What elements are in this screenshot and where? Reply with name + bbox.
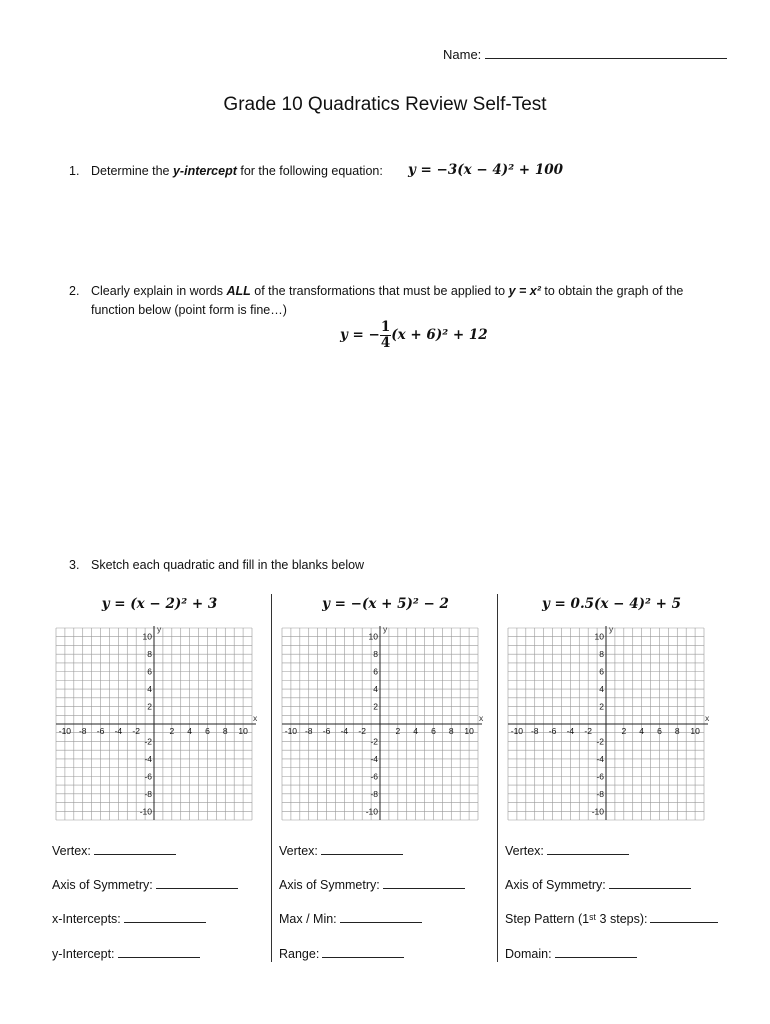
x-tick-label: -10 [284,726,298,736]
y-tick-label: 4 [599,684,604,695]
blank-underline[interactable] [547,842,629,855]
blank-step-pattern [505,910,718,926]
question-2-text-b: of the transformations that must be applied to [250,284,509,298]
blank-vertex [52,842,176,858]
y-tick-label: 10 [142,631,152,642]
x-tick-label: -6 [96,726,105,736]
x-tick-label: -10 [510,726,524,736]
x-tick-label: -2 [132,726,140,736]
blank-label: Vertex: [505,844,544,858]
x-tick-label: 8 [222,726,228,736]
y-tick-label: -8 [370,788,378,799]
y-tick-label: -10 [591,806,604,817]
blank-axis-of-symmetry [279,876,465,892]
y-tick-label: -6 [370,771,378,782]
x-axis-label: x [705,713,710,723]
blank-underline[interactable] [340,910,422,923]
y-tick-label: -4 [596,753,604,764]
graph-grid-2[interactable] [278,624,486,824]
x-tick-label: 10 [690,726,700,736]
x-tick-label: 4 [187,726,193,736]
y-tick-label: 8 [373,649,378,660]
x-tick-label: 2 [169,726,175,736]
y-tick-label: 10 [594,631,604,642]
y-tick-label: 6 [373,666,378,677]
question-2-text-c: to obtain the graph of the [540,284,684,298]
graph-grid-3[interactable] [504,624,712,824]
y-tick-label: -2 [370,736,378,747]
question-1-text-after: for the following equation: [236,164,383,178]
x-tick-label: -6 [322,726,331,736]
question-2-emphasis: ALL [226,284,251,298]
y-tick-label: 4 [147,684,152,695]
y-tick-label: 8 [599,649,604,660]
blank-label: x-Intercepts: [52,912,121,926]
y-axis-label: y [383,624,388,634]
blank-underline[interactable] [94,842,176,855]
x-tick-label: 4 [639,726,645,736]
blank-underline[interactable] [156,876,238,889]
blank-axis-of-symmetry [52,876,238,892]
blank-x-intercepts [52,910,206,926]
x-tick-label: -10 [58,726,72,736]
name-label: Name: [443,47,482,62]
question-3-text: Sketch each quadratic and fill in the blanks below [91,558,365,572]
y-tick-label: -2 [144,736,152,747]
x-tick-label: 6 [657,726,662,736]
x-tick-label: 4 [413,726,419,736]
column-divider-1 [271,594,272,962]
y-tick-label: -6 [596,771,604,782]
x-tick-label: 6 [205,726,210,736]
blank-underline[interactable] [650,910,718,923]
blank-underline[interactable] [383,876,465,889]
y-tick-label: 10 [368,631,378,642]
blank-label: Vertex: [52,844,91,858]
x-tick-label: -2 [358,726,366,736]
blank-label: Range: [279,947,320,961]
y-tick-label: -8 [596,788,604,799]
y-tick-label: 4 [373,684,378,695]
blank-label: Axis of Symmetry: [505,878,606,892]
blank-label: Axis of Symmetry: [279,878,380,892]
x-tick-label: -4 [114,726,123,736]
blank-vertex [505,842,629,858]
question-1-number: 1. [69,164,80,178]
x-tick-label: 8 [448,726,454,736]
x-tick-label: 10 [238,726,248,736]
question-2-number: 2. [69,284,80,298]
x-tick-label: -8 [530,726,539,736]
graph-grid-1[interactable] [52,624,260,824]
x-axis-label: x [479,713,484,723]
y-tick-label: -2 [596,736,604,747]
y-tick-label: -4 [370,753,378,764]
x-tick-label: -8 [78,726,87,736]
graph-3-equation: y = 0.5(x − 4)² + 5 [542,596,681,612]
blank-underline[interactable] [609,876,691,889]
y-tick-label: -8 [144,788,152,799]
fraction-numerator: 1 [380,319,391,335]
y-tick-label: 6 [147,666,152,677]
x-tick-label: -4 [566,726,575,736]
question-1-emphasis: y-intercept [172,164,237,178]
y-tick-label: -10 [365,806,378,817]
y-tick-label: -4 [144,753,152,764]
question-1-text-before: Determine the [91,164,173,178]
blank-underline[interactable] [118,945,200,958]
blank-max-min [279,910,422,926]
y-axis-label: y [157,624,162,634]
blank-underline[interactable] [124,910,206,923]
y-tick-label: 2 [373,701,378,712]
graph-2-equation: y = −(x + 5)² − 2 [322,596,449,612]
blank-underline[interactable] [321,842,403,855]
graph-1-equation: y = (x − 2)² + 3 [101,596,218,612]
x-axis-label: x [253,713,258,723]
name-blank[interactable] [485,46,727,59]
question-2-equation [340,320,488,351]
x-tick-label: 6 [431,726,436,736]
y-tick-label: 2 [147,701,152,712]
blank-axis-of-symmetry [505,876,691,892]
x-tick-label: -6 [548,726,557,736]
question-2-line-1 [91,282,711,300]
question-1-equation: y = −3(x − 4)² + 100 [408,162,563,178]
blank-underline[interactable] [555,945,637,958]
name-field-row [443,46,727,62]
x-tick-label: -2 [584,726,592,736]
y-tick-label: 8 [147,649,152,660]
blank-label: Domain: [505,947,552,961]
x-tick-label: -8 [304,726,313,736]
x-tick-label: 2 [621,726,627,736]
question-3-number: 3. [69,558,80,572]
question-2-inline-equation: y = x² [508,284,541,298]
x-tick-label: 8 [674,726,680,736]
x-tick-label: -4 [340,726,349,736]
blank-domain [505,945,637,961]
page-title: Grade 10 Quadratics Review Self-Test [223,94,547,115]
question-2-line-2: function below (point form is fine…) [91,303,287,317]
x-tick-label: 2 [395,726,401,736]
fraction-denominator: 4 [380,335,391,351]
question-1-text [91,162,383,180]
x-tick-label: 10 [464,726,474,736]
question-2-eq-right: (x + 6)² + 12 [391,327,488,343]
y-tick-label: -6 [144,771,152,782]
blank-vertex [279,842,403,858]
blank-range [279,945,404,961]
question-2-text-a: Clearly explain in words [91,284,227,298]
column-divider-2 [497,594,498,962]
blank-underline[interactable] [322,945,404,958]
question-2-eq-left: y = − [340,327,380,343]
y-axis-label: y [609,624,614,634]
y-tick-label: 6 [599,666,604,677]
blank-label: Vertex: [279,844,318,858]
blank-label: Max / Min: [279,912,337,926]
y-tick-label: 2 [599,701,604,712]
blank-label: Axis of Symmetry: [52,878,153,892]
y-tick-label: -10 [139,806,152,817]
blank-label: Step Pattern (1ˢᵗ 3 steps): [505,912,648,926]
blank-label: y-Intercept: [52,947,115,961]
blank-y-intercept [52,945,200,961]
question-2-fraction [380,320,391,351]
